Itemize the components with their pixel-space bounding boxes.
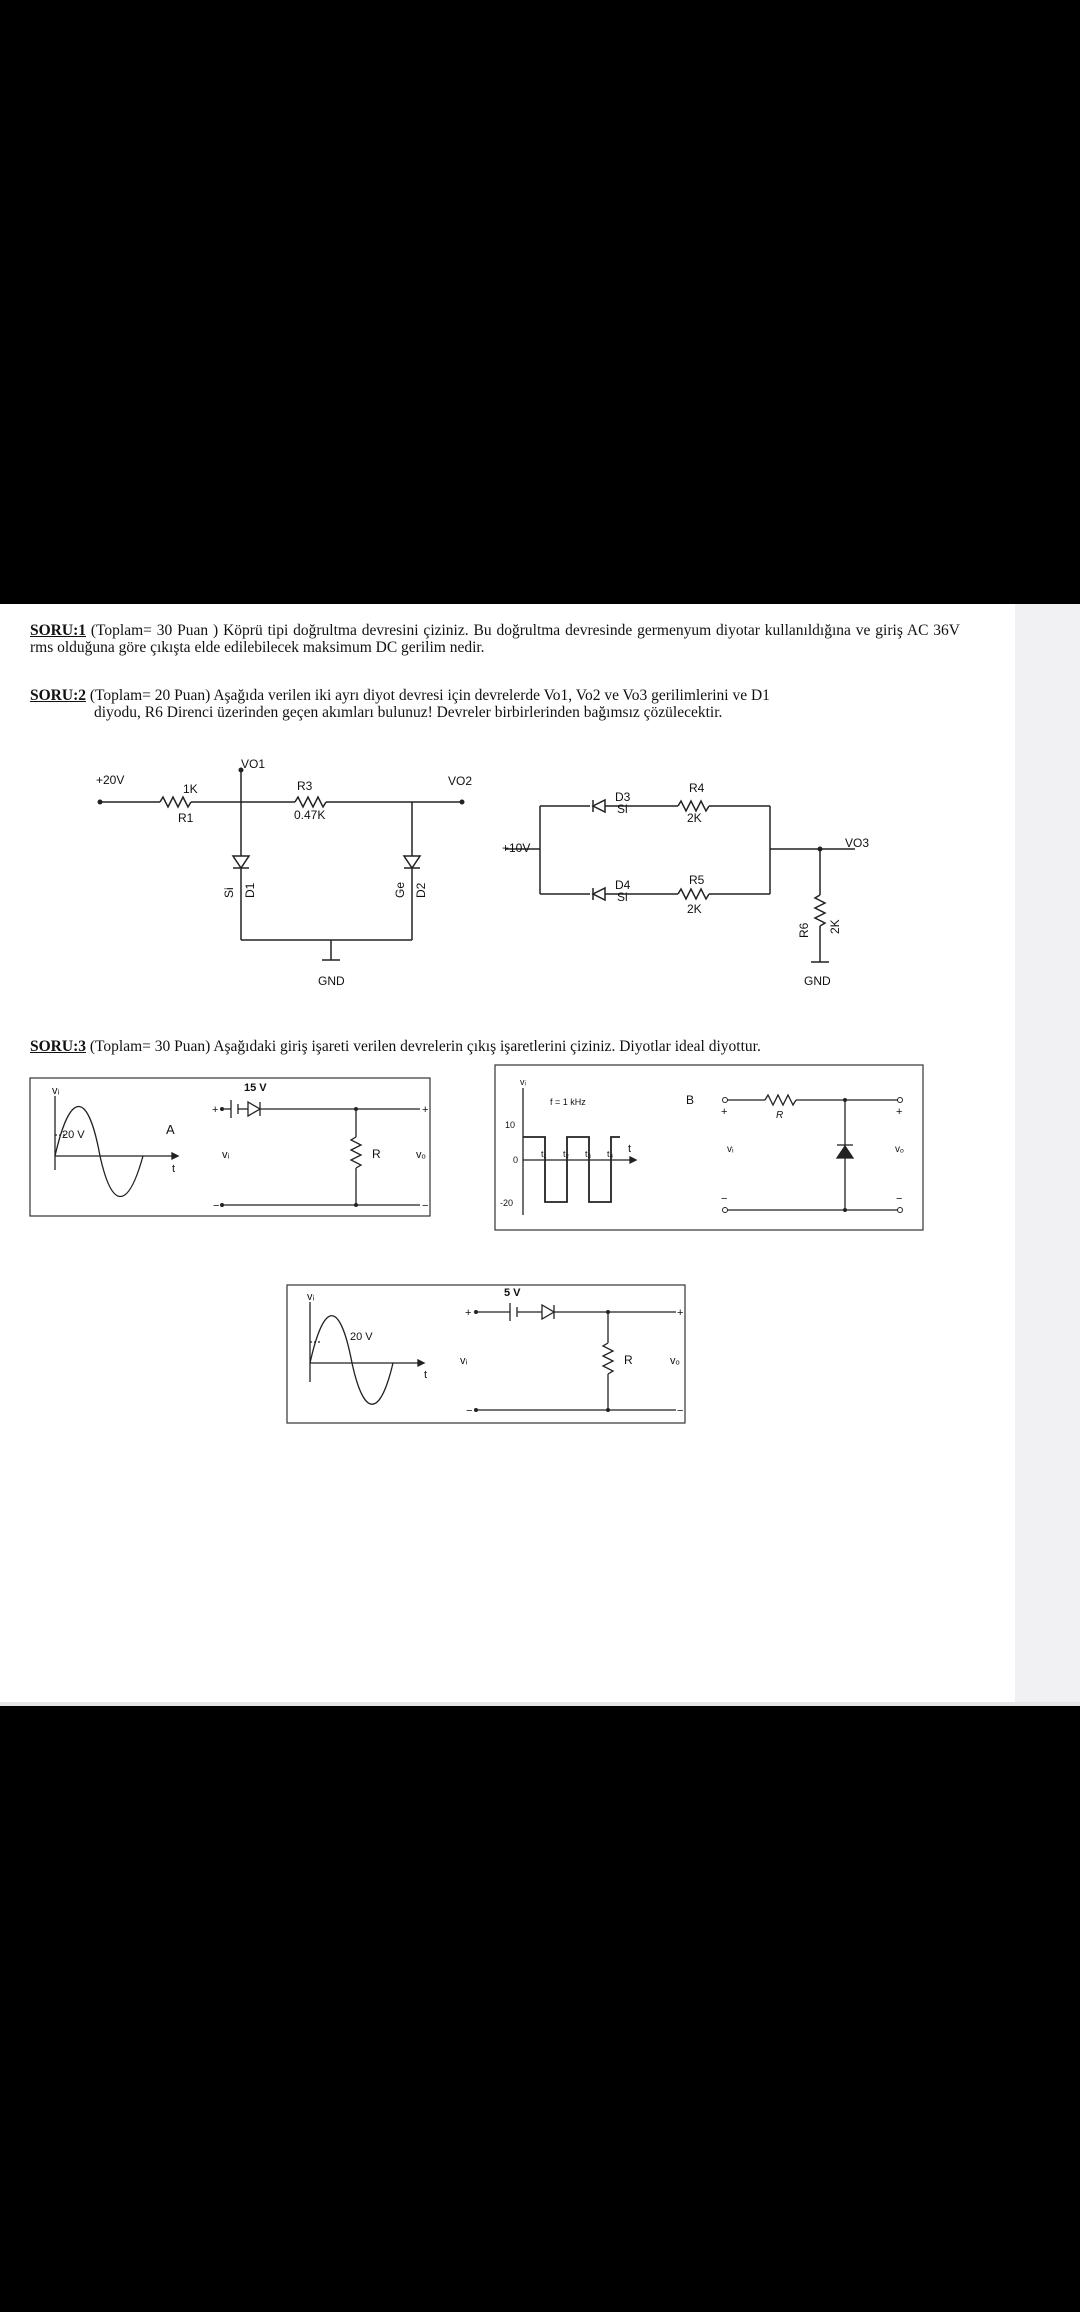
c2-r5-label: R5: [689, 873, 705, 887]
question-1-text: (Toplam= 30 Puan ) Köprü tipi doğrultma devresini çiziniz. Bu doğrultma devresinde germenyum diyotar kullanıldığına ve giriş AC 36V rms olduğuna göre çıkışta elde edilebilecek maksimum DC gerilim nedir.: [30, 622, 960, 656]
c1-d2-type: Ge: [393, 881, 407, 898]
resistor-r3: [295, 797, 326, 807]
resistor-r6: [815, 895, 825, 926]
fig-b-label: B: [686, 1093, 695, 1107]
c2-d4-type: Si: [617, 890, 628, 904]
fig-c-vout: vₒ: [670, 1355, 680, 1367]
figure-b-frame: [495, 1065, 923, 1230]
question-1-label: SORU:1: [30, 622, 86, 639]
c2-vo3-label: VO3: [845, 836, 870, 850]
c2-r4-value: 2K: [687, 811, 702, 825]
resistor-r5: [678, 889, 709, 899]
question-3-label: SORU:3: [30, 1038, 86, 1055]
fig-c-amplitude: 20 V: [350, 1331, 373, 1343]
fig-a-vin: vᵢ: [222, 1149, 230, 1161]
fig-b-plus-in: +: [721, 1106, 728, 1118]
question-2-text-line1: (Toplam= 20 Puan) Aşağıda verilen iki ayrı diyot devresi için devrelerde Vo1, Vo2 ve Vo3 gerilimlerini ve D1: [85, 687, 770, 704]
fig-b-t3: t₃: [585, 1149, 592, 1159]
c1-r3-value: 0.47K: [294, 808, 326, 822]
fig-a-plus-out: +: [422, 1104, 429, 1116]
question-2-text-line2: diyodu, R6 Direnci üzerinden geçen akımları bulunuz! Devreler birbirlerinden bağımsız çözülecektir.: [94, 704, 723, 721]
fig-c-sine: [310, 1316, 393, 1405]
fig-a-label: A: [166, 1122, 175, 1137]
diode-d1: [233, 856, 249, 868]
c2-gnd-label: GND: [804, 974, 831, 988]
fig-b-freq: f = 1 kHz: [550, 1097, 586, 1107]
fig-a-vout: vₒ: [416, 1149, 426, 1161]
fig-c-plus-out: +: [677, 1307, 684, 1319]
c1-gnd-label: GND: [318, 974, 345, 988]
c1-d1-type: Si: [222, 887, 236, 898]
fig-b-square-wave: [523, 1137, 620, 1202]
fig-a-minus-out: −: [422, 1200, 429, 1212]
c2-d3-label: D3: [615, 790, 631, 804]
fig-b-t: t: [628, 1143, 632, 1155]
c2-r4-label: R4: [689, 781, 705, 795]
diode-d2: [404, 856, 420, 868]
figure-a-frame: [30, 1078, 430, 1216]
fig-c-vi-axis: vᵢ: [307, 1291, 315, 1303]
fig-c-vin: vᵢ: [460, 1355, 468, 1367]
fig-b-r: R: [776, 1110, 784, 1121]
fig-c-plus-in: +: [465, 1307, 472, 1319]
fig-a-battery: 15 V: [244, 1082, 267, 1094]
fig-b-y-neg: -20: [500, 1198, 514, 1208]
fig-b-t4: t₄: [607, 1149, 614, 1159]
circuit-1: [100, 770, 462, 960]
fig-b-y-zero: 0: [513, 1155, 519, 1165]
fig-a-plus-in: +: [212, 1104, 219, 1116]
fig-b-plus-out: +: [896, 1106, 903, 1118]
fig-a-vi-axis: vᵢ: [52, 1085, 60, 1097]
fig-b-t2: t₂: [563, 1149, 569, 1159]
c2-d4-label: D4: [615, 878, 631, 892]
c1-r1-value: 1K: [183, 782, 198, 796]
fig-b-vout: vₒ: [895, 1144, 904, 1155]
c2-r6-value: 2K: [828, 919, 842, 934]
question-2-label: SORU:2: [30, 687, 86, 704]
c2-source-label: +10V: [502, 841, 531, 855]
c2-r6-label: R6: [797, 922, 811, 938]
c1-d1-label: D1: [243, 882, 257, 898]
c1-source-label: +20V: [96, 773, 125, 787]
diode-d4: [593, 888, 605, 900]
figure-c: [310, 1302, 676, 1410]
fig-c-t: t: [424, 1369, 428, 1381]
fig-b-vi-axis: vᵢ: [520, 1077, 526, 1087]
fig-a-sine: [55, 1107, 143, 1197]
fig-a-minus-in: −: [213, 1200, 220, 1212]
c1-vo2-label: VO2: [448, 774, 473, 788]
c1-d2-label: D2: [414, 882, 428, 898]
fig-a-r: R: [372, 1147, 381, 1161]
fig-b-y-pos: 10: [505, 1120, 516, 1130]
c1-vo1-label: VO1: [241, 757, 266, 771]
fig-c-battery: 5 V: [504, 1287, 521, 1299]
resistor-r1: [160, 797, 191, 807]
c2-r5-value: 2K: [687, 902, 702, 916]
fig-a-t: t: [172, 1163, 176, 1175]
figure-a: [55, 1096, 420, 1205]
c1-r1-label: R1: [178, 811, 194, 825]
question-3-text: (Toplam= 30 Puan) Aşağıdaki giriş işareti verilen devrelerin çıkış işaretlerini çiziniz. Diyotlar ideal diyottur.: [85, 1038, 761, 1055]
fig-b-minus-in: −: [721, 1193, 728, 1205]
fig-c-minus-out: −: [677, 1405, 684, 1417]
fig-a-amplitude: 20 V: [62, 1129, 85, 1141]
figure-b: [523, 1088, 903, 1215]
fig-b-vin: vᵢ: [727, 1144, 734, 1155]
fig-b-t1: t₁: [541, 1149, 547, 1159]
fig-c-minus-in: −: [466, 1405, 473, 1417]
diode-d3: [593, 800, 605, 812]
c1-r3-label: R3: [297, 779, 313, 793]
resistor-r4: [678, 801, 709, 811]
c2-d3-type: Si: [617, 802, 628, 816]
fig-c-r: R: [624, 1353, 633, 1367]
fig-b-minus-out: −: [896, 1193, 903, 1205]
